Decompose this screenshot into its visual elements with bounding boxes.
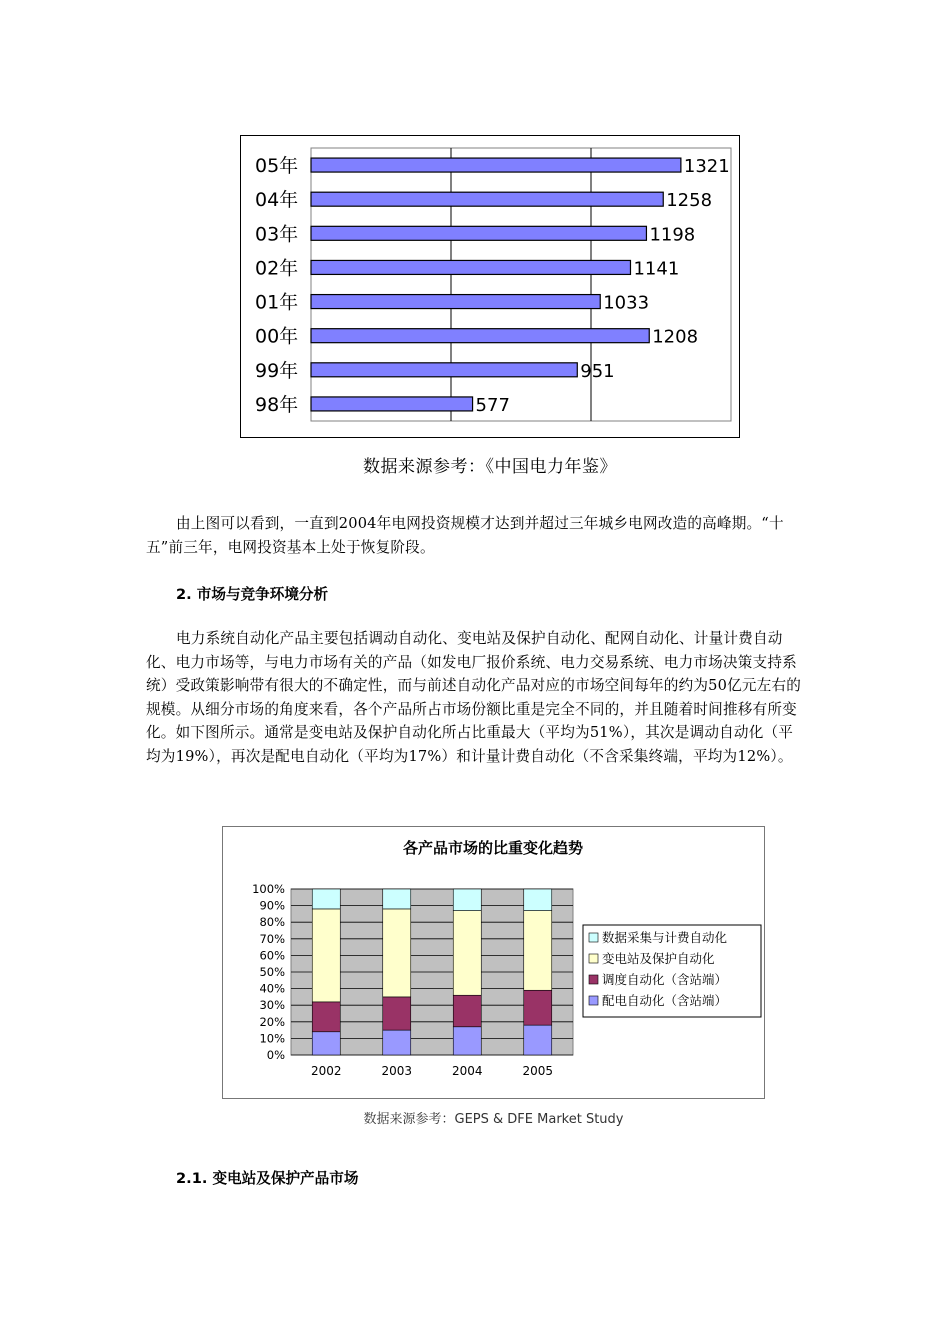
segment-2002-series-1 <box>312 1032 340 1055</box>
x-tick-label-2003: 2003 <box>381 1064 413 1078</box>
category-label-03年: 03年 <box>255 223 299 246</box>
segment-2002-series-2 <box>312 1002 340 1032</box>
value-label-98年: 577 <box>475 394 510 416</box>
segment-2005-series-4 <box>524 889 552 911</box>
chart1-caption: 数据来源参考：《中国电力年鉴》 <box>363 457 617 477</box>
y-tick-label-40: 40% <box>259 981 285 996</box>
investment-bar-chart-svg <box>241 136 741 439</box>
segment-2004-series-1 <box>453 1027 481 1055</box>
y-tick-label-0: 0% <box>266 1048 285 1062</box>
segment-2004-series-4 <box>453 889 481 911</box>
y-tick-label-100: 100% <box>252 882 285 896</box>
y-tick-label-10: 10% <box>259 1031 285 1046</box>
market-share-stacked-chart-svg <box>223 827 766 1100</box>
x-tick-label-2002: 2002 <box>310 1064 342 1078</box>
y-tick-label-50: 50% <box>259 965 285 979</box>
segment-2005-series-1 <box>524 1025 552 1055</box>
segment-2002-series-3 <box>312 909 340 1002</box>
y-tick-label-60: 60% <box>259 948 285 963</box>
paragraph-automation-market: 电力系统自动化产品主要包括调动自动化、变电站及保护自动化、配网自动化、计量计费自动化、电力市场等，与电力市场有关的产品（如发电厂报价系统、电力交易系统、电力市场决策支持系统）受政策影响带有很大的不确定性，而与前述自动化产品对应的市场空间每年的约为50亿元左右的规模。从细分市场的角度来看，各个产品所占市场份额比重是完全不同的，并且随着时间推移有所变化。如下图所示。通常是变电站及保护自动化所占比重最大（平均为51%），其次是调动自动化（平均为19%），再次是配电自动化（平均为17%）和计量计费自动化（不含采集终端，平均为12%）。 <box>146 630 802 765</box>
category-label-98年: 98年 <box>255 393 299 416</box>
section-heading-substation-market: 2.1. 变电站及保护产品市场 <box>176 1170 359 1187</box>
legend-label-1: 数据采集与计费自动化 <box>602 930 728 945</box>
market-share-stacked-chart <box>222 826 765 1099</box>
category-label-04年: 04年 <box>255 189 299 212</box>
bar-02年 <box>311 260 630 274</box>
y-tick-label-90: 90% <box>259 898 285 913</box>
legend-swatch-3 <box>589 975 598 984</box>
value-label-02年: 1141 <box>633 258 680 280</box>
legend-swatch-4 <box>589 996 598 1005</box>
segment-2003-series-4 <box>383 889 411 909</box>
y-tick-label-80: 80% <box>259 915 285 930</box>
y-tick-label-30: 30% <box>259 998 285 1013</box>
legend-label-2: 变电站及保护自动化 <box>602 951 715 966</box>
chart-title: 各产品市场的比重变化趋势 <box>402 839 584 857</box>
paragraph-grid-investment: 由上图可以看到，一直到2004年电网投资规模才达到并超过三年城乡电网改造的高峰期。“十五”前三年，电网投资基本上处于恢复阶段。 <box>146 515 784 556</box>
bar-98年 <box>311 397 473 411</box>
segment-2003-series-2 <box>383 997 411 1030</box>
category-label-99年: 99年 <box>255 359 299 382</box>
legend-label-3: 调度自动化（含站端） <box>602 972 728 987</box>
segment-2004-series-3 <box>453 911 481 996</box>
value-label-05年: 1321 <box>683 156 730 178</box>
value-label-99年: 951 <box>580 360 615 382</box>
segment-2004-series-2 <box>453 995 481 1027</box>
legend-label-4: 配电自动化（含站端） <box>602 993 728 1008</box>
category-label-05年: 05年 <box>255 155 299 178</box>
bar-01年 <box>311 295 600 309</box>
segment-2005-series-3 <box>524 911 552 991</box>
category-label-00年: 00年 <box>255 325 299 348</box>
y-tick-label-20: 20% <box>259 1014 285 1029</box>
category-label-01年: 01年 <box>255 291 299 314</box>
segment-2003-series-3 <box>383 909 411 997</box>
segment-2005-series-2 <box>524 990 552 1025</box>
chart2-caption: 数据来源参考：GEPS & DFE Market Study <box>363 1112 624 1127</box>
y-tick-label-70: 70% <box>259 931 285 946</box>
segment-2003-series-1 <box>383 1030 411 1055</box>
value-label-03年: 1198 <box>649 224 696 246</box>
investment-bar-chart <box>240 135 740 438</box>
x-tick-label-2004: 2004 <box>451 1064 483 1078</box>
segment-2002-series-4 <box>312 889 340 909</box>
legend-swatch-1 <box>589 933 598 942</box>
section-heading-market-analysis: 2. 市场与竞争环境分析 <box>176 586 329 603</box>
value-label-01年: 1033 <box>603 292 650 314</box>
plot-area <box>311 148 731 421</box>
bar-04年 <box>311 192 663 206</box>
bar-05年 <box>311 158 681 172</box>
bar-03年 <box>311 226 646 240</box>
value-label-00年: 1208 <box>652 326 699 348</box>
legend-swatch-2 <box>589 954 598 963</box>
value-label-04年: 1258 <box>666 190 713 212</box>
bar-99年 <box>311 363 577 377</box>
bar-00年 <box>311 329 649 343</box>
x-tick-label-2005: 2005 <box>522 1064 554 1078</box>
category-label-02年: 02年 <box>255 257 299 280</box>
